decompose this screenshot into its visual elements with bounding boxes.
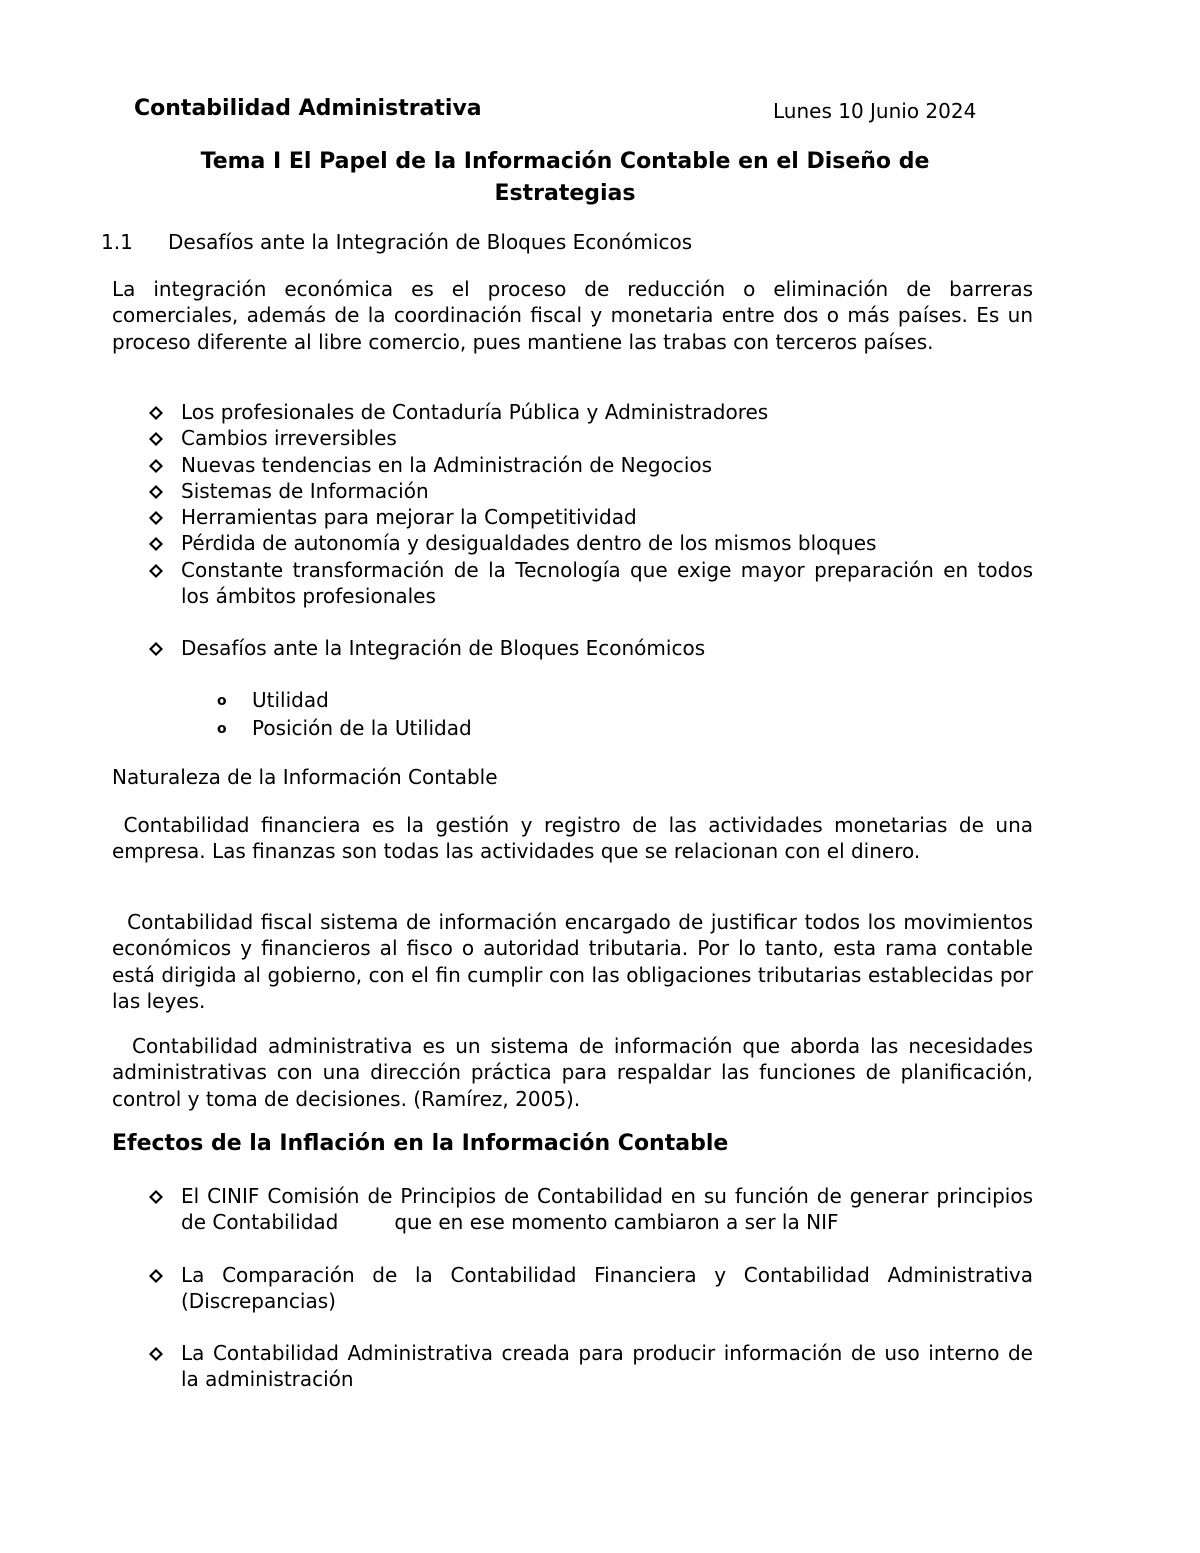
list-item [214,686,472,714]
list-item [145,425,1033,451]
naturaleza-heading: Naturaleza de la Información Contable [112,765,498,789]
document-date: Lunes 10 Junio 2024 [773,99,977,123]
list-item [145,1262,1033,1315]
list-item [145,478,1033,504]
paragraph-administrativa: Contabilidad administrativa es un sistema de información que aborda las necesidades administrativas con una dirección práctica para respaldar las funciones de planificación, control y toma de decisiones. (Ramírez, 2005). [112,1034,1040,1111]
list-item-text: Cambios irreversibles [181,426,397,451]
diamond-bullet-icon [149,459,163,473]
list-item-text: El CINIF Comisión de Principios de Contabilidad en su función de generar principios de Contabilidad [181,1184,1033,1235]
diamond-bullet-icon [149,564,163,578]
list-item-text: La Comparación de la Contabilidad Financiera y Contabilidad Administrativa (Discrepancias) [181,1263,1033,1314]
circle-bullet-icon: o [217,721,227,737]
paragraph-financiera: Contabilidad financiera es la gestión y registro de las actividades monetarias de una empresa. Las finanzas son todas las actividades que se relacionan con el dinero. [112,813,1040,864]
list-item-text-continued: que en ese momento cambiaron a ser la NIF [394,1210,839,1235]
list-item-text: Utilidad [252,688,329,712]
section-title: Desafíos ante la Integración de Bloques Económicos [168,230,693,254]
circle-bullet-icon: o [217,693,227,709]
list-item [145,1340,1033,1393]
list-item [145,635,1033,661]
section-heading [101,230,692,254]
bullet-list-efectos-2 [145,1262,1033,1315]
list-item [145,504,1033,530]
list-item-text: Posición de la Utilidad [252,716,472,740]
diamond-bullet-icon [149,432,163,446]
list-item [145,399,1033,425]
diamond-bullet-icon [149,511,163,525]
intro-paragraph: La integración económica es el proceso de reducción o eliminación de barreras comerciales, además de la coordinación fiscal y monetaria entre dos o más países. Es un proceso diferente al libre comercio, pues mantiene las trabas con terceros países. [112,277,1033,354]
list-item-text: Pérdida de autonomía y desigualdades dentro de los mismos bloques [181,531,877,556]
list-item [145,452,1033,478]
efectos-heading: Efectos de la Inflación en la Información Contable [112,1131,729,1156]
paragraph-fiscal: Contabilidad fiscal sistema de información encargado de justificar todos los movimientos económicos y financieros al fisco o autoridad tributaria. Por lo tanto, esta rama contable está dirigida al gobierno, con el fin cumplir con las obligaciones tributarias establecidas por las leyes. [112,910,1040,1013]
diamond-bullet-icon [149,642,163,656]
list-item [214,714,472,742]
list-item-text: Herramientas para mejorar la Competitividad [181,505,637,530]
diamond-bullet-icon [149,537,163,551]
diamond-bullet-icon [149,1347,163,1361]
bullet-list-efectos-1 [145,1183,1033,1236]
list-item [145,530,1033,556]
list-item [145,1183,1033,1236]
sub-bullet-list [214,686,472,742]
bullet-list-bloques [145,635,1033,661]
diamond-bullet-icon [149,1269,163,1283]
list-item-text: Sistemas de Información [181,478,429,503]
document-title: Tema I El Papel de la Información Contable en el Diseño de Estrategias [200,149,930,206]
diamond-bullet-icon [149,485,163,499]
bullet-list-efectos-3 [145,1340,1033,1393]
bullet-list-desafios [145,399,1033,609]
course-title: Contabilidad Administrativa [134,96,482,121]
section-number: 1.1 [101,230,133,254]
diamond-bullet-icon [149,1190,163,1204]
list-item-text: Los profesionales de Contaduría Pública y Administradores [181,400,769,424]
list-item-text: La Contabilidad Administrativa creada para producir información de uso interno de la administración [181,1341,1033,1392]
list-item-text: Nuevas tendencias en la Administración de Negocios [181,452,713,477]
list-item-text: Desafíos ante la Integración de Bloques Económicos [181,636,706,660]
list-item-text: Constante transformación de la Tecnología que exige mayor preparación en todos los ámbitos profesionales [181,557,1033,609]
diamond-bullet-icon [149,406,163,420]
list-item [145,557,1033,610]
